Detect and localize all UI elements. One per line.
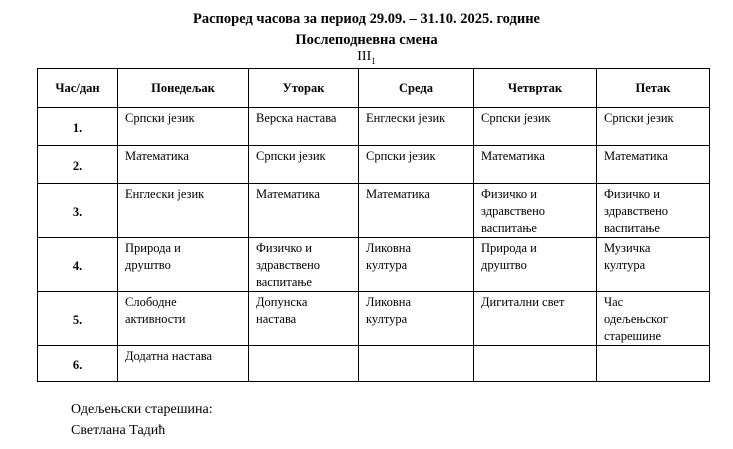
table-cell: Допунска настава — [249, 292, 359, 346]
period-number: 3. — [38, 184, 118, 238]
table-cell: Српски језик — [474, 108, 597, 146]
table-cell: Додатна настава — [118, 346, 249, 382]
class-sub: 1 — [371, 55, 376, 66]
table-cell: Математика — [359, 184, 474, 238]
column-header: Среда — [359, 69, 474, 108]
table-cell: Енглески језик — [118, 184, 249, 238]
table-cell: Час одељењског старешине — [597, 292, 710, 346]
period-number: 6. — [38, 346, 118, 382]
table-cell: Енглески језик — [359, 108, 474, 146]
table-cell: Музичка култура — [597, 238, 710, 292]
table-cell: Физичко и здравствено васпитање — [249, 238, 359, 292]
period-number: 4. — [38, 238, 118, 292]
table-row — [38, 184, 710, 238]
table-row — [38, 292, 710, 346]
table-cell: Српски језик — [118, 108, 249, 146]
column-header: Уторак — [249, 69, 359, 108]
table-cell — [249, 346, 359, 382]
class-label — [0, 49, 733, 66]
table-cell: Математика — [118, 146, 249, 184]
period-number: 2. — [38, 146, 118, 184]
table-cell: Природа и друштво — [118, 238, 249, 292]
table-cell: Математика — [249, 184, 359, 238]
period-number: 1. — [38, 108, 118, 146]
shift-label: Послеподневна смена — [295, 32, 438, 48]
table-row — [38, 238, 710, 292]
homeroom-teacher-label: Одељењски старешина: — [71, 402, 213, 417]
table-cell — [474, 346, 597, 382]
column-header: Понедељак — [118, 69, 249, 108]
table-cell — [597, 346, 710, 382]
table-cell: Верска настава — [249, 108, 359, 146]
table-cell: Физичко и здравствено васпитање — [597, 184, 710, 238]
table-cell: Физичко и здравствено васпитање — [474, 184, 597, 238]
table-cell: Српски језик — [597, 108, 710, 146]
schedule-table — [37, 68, 710, 382]
class-main: III — [357, 49, 372, 64]
period-number: 5. — [38, 292, 118, 346]
table-cell: Ликовна култура — [359, 238, 474, 292]
table-cell: Српски језик — [359, 146, 474, 184]
table-cell: Дигитални свет — [474, 292, 597, 346]
table-cell — [359, 346, 474, 382]
table-cell: Природа и друштво — [474, 238, 597, 292]
header-row — [38, 69, 710, 108]
footer — [71, 399, 213, 441]
schedule-title: Распоред часова за период 29.09. – 31.10. 2025. године — [193, 11, 540, 27]
column-header: Четвртак — [474, 69, 597, 108]
table-cell: Математика — [474, 146, 597, 184]
table-row — [38, 146, 710, 184]
table-cell: Српски језик — [249, 146, 359, 184]
homeroom-teacher-name: Светлана Тадић — [71, 423, 166, 438]
table-cell: Слободне активности — [118, 292, 249, 346]
table-cell: Ликовна култура — [359, 292, 474, 346]
column-header: Час/дан — [38, 69, 118, 108]
column-header: Петак — [597, 69, 710, 108]
table-row — [38, 108, 710, 146]
table-row — [38, 346, 710, 382]
table-cell: Математика — [597, 146, 710, 184]
